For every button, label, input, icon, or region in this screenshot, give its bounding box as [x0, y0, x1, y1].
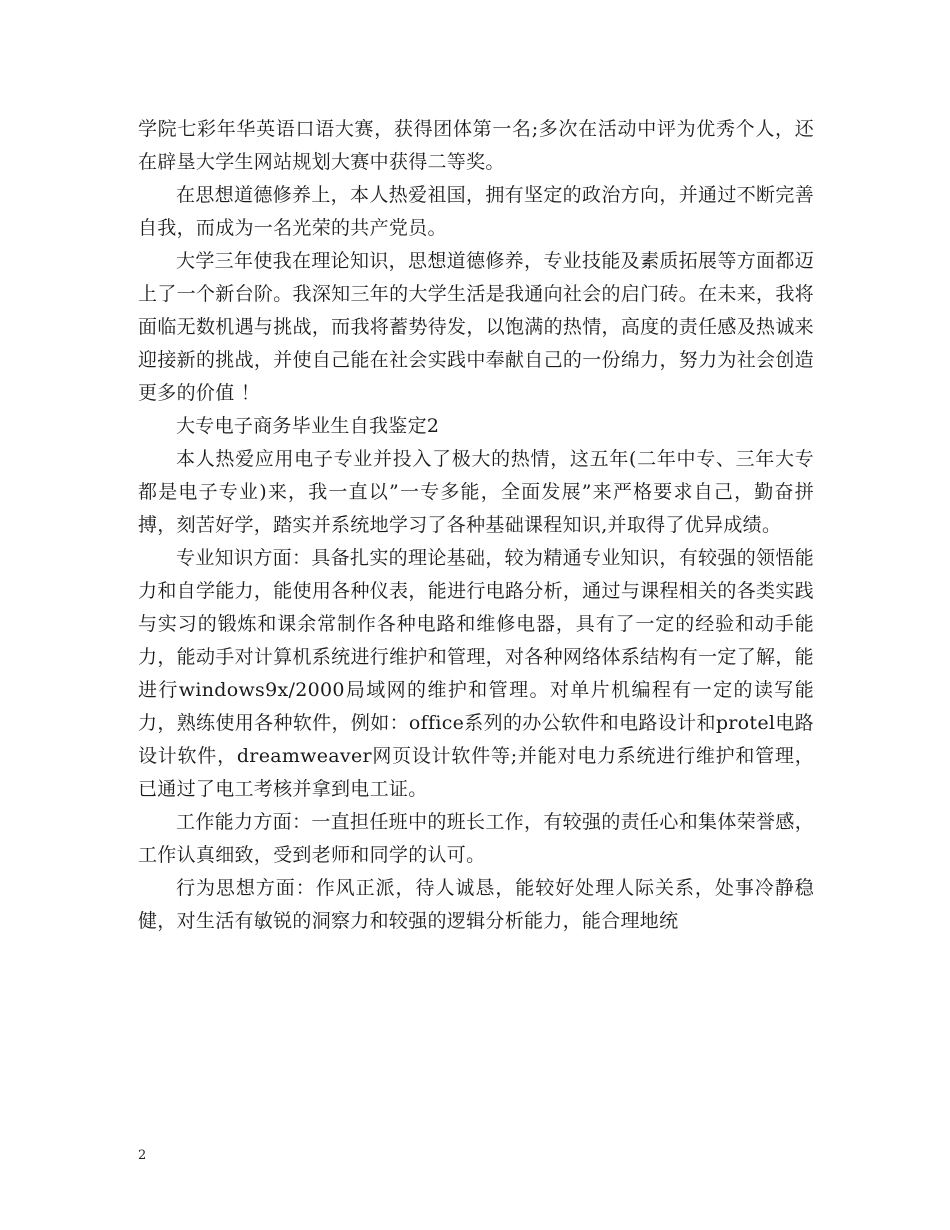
document-body [138, 113, 814, 938]
section-heading: 大专电子商务毕业生自我鉴定2 [176, 415, 440, 437]
paragraph-2: 在思想道德修养上，本人热爱祖国，拥有坚定的政治方向，并通过不断完善自我，而成为一名光荣的共产党员。 [138, 184, 814, 239]
paragraph-8: 行为思想方面：作风正派，待人诚恳，能较好处理人际关系，处事冷静稳健，对生活有敏锐的洞察力和较强的逻辑分析能力，能合理地统 [138, 877, 814, 932]
page-number: 2 [138, 1148, 147, 1163]
paragraph-1: 学院七彩年华英语口语大赛，获得团体第一名;多次在活动中评为优秀个人，还在辟垦大学生网站规划大赛中获得二等奖。 [138, 118, 814, 173]
paragraph-3: 大学三年使我在理论知识，思想道德修养，专业技能及素质拓展等方面都迈上了一个新台阶。我深知三年的大学生活是我通向社会的启门砖。在未来，我将面临无数机遇与挑战，而我将蓄势待发，以饱满的热情，高度的责任感及热诚来迎接新的挑战，并使自己能在社会实践中奉献自己的一份绵力，努力为社会创造更多的价值 ！ [138, 250, 814, 404]
paragraph-5: 本人热爱应用电子专业并投入了极大的热情，这五年(二年中专、三年大专都是电子专业)来，我一直以”一专多能，全面发展”来严格要求自己，勤奋拼搏，刻苦好学，踏实并系统地学习了各种基础课程知识,并取得了优异成绩。 [138, 448, 814, 536]
paragraph-7: 工作能力方面：一直担任班中的班长工作，有较强的责任心和集体荣誉感，工作认真细致，受到老师和同学的认可。 [138, 811, 814, 866]
paragraph-6: 专业知识方面：具备扎实的理论基础，较为精通专业知识，有较强的领悟能力和自学能力，能使用各种仪表，能进行电路分析，通过与课程相关的各类实践与实习的锻炼和课余常制作各种电路和维修电器，具有了一定的经验和动手能力，能动手对计算机系统进行维护和管理，对各种网络体系结构有一定了解，能进行windows9x/2000局域网的维护和管理。对单片机编程有一定的读写能力，熟练使用各种软件，例如：office系列的办公软件和电路设计和protel电路设计软件，dreamweaver网页设计软件等;并能对电力系统进行维护和管理，已通过了电工考核并拿到电工证。 [138, 547, 814, 800]
